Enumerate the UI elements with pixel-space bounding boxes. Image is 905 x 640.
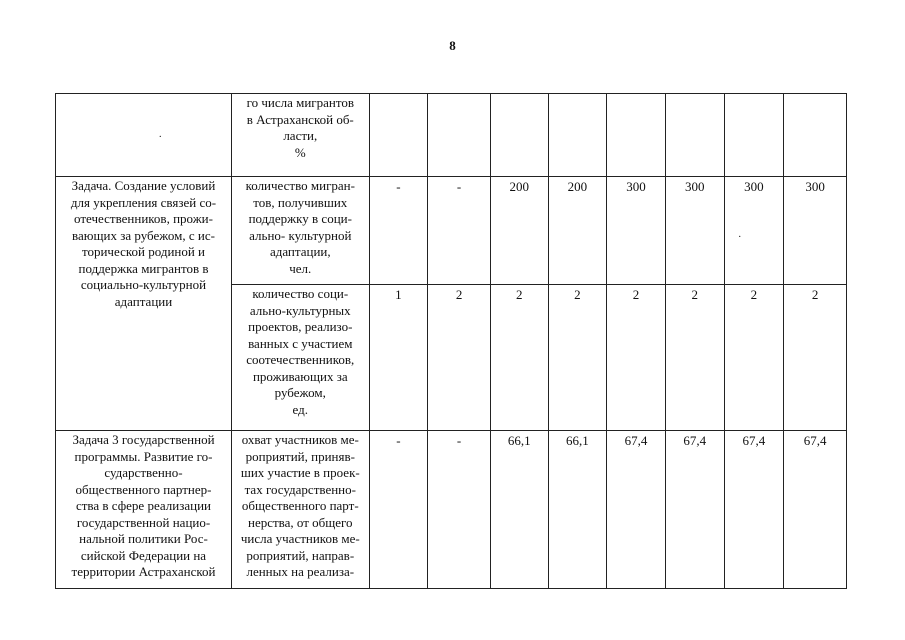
task-line: сударственно- — [104, 465, 183, 480]
value-cell: 67,4 — [607, 431, 666, 589]
indicator-line: количество мигран- — [245, 178, 355, 193]
value-cell: 66,1 — [490, 431, 548, 589]
task-cell — [56, 431, 232, 589]
value-text: 300 — [744, 179, 764, 194]
value-cell: 2 — [607, 285, 666, 431]
value-cell: 300 — [665, 177, 724, 285]
value-cell: - — [428, 177, 491, 285]
value-cell — [548, 94, 607, 177]
indicator-line: го числа мигрантов — [246, 95, 354, 110]
indicator-cell — [232, 285, 370, 431]
indicator-line: ласти, — [283, 128, 318, 143]
indicators-table — [55, 93, 847, 589]
indicator-line: проектов, реализо- — [248, 319, 353, 334]
indicator-cell — [232, 177, 370, 285]
indicator-line: общественного парт- — [241, 498, 359, 513]
indicator-line: ших участие в проек- — [240, 465, 360, 480]
indicator-cell — [232, 431, 370, 589]
task-line: общественного партнер- — [75, 481, 212, 497]
task-line: Задача 3 государственной — [72, 432, 215, 447]
indicator-line: % — [294, 144, 306, 160]
indicator-line: поддержку в соци- — [248, 211, 352, 226]
value-cell — [665, 94, 724, 177]
task-line: ства в сфере реализации — [75, 498, 211, 513]
task-cell — [56, 94, 232, 177]
task-line: торической родиной и — [81, 244, 206, 259]
task-line: государственной нацио- — [76, 514, 211, 530]
value-cell — [369, 94, 428, 177]
indicator-line: тов, получивших — [253, 194, 348, 210]
indicator-line: проживающих за — [252, 368, 348, 384]
page-number: 8 — [449, 38, 456, 53]
indicator-line: соотечественников, — [246, 352, 355, 367]
value-cell: 2 — [548, 285, 607, 431]
task-line: Задача. Создание условий — [71, 178, 216, 193]
indicator-line: рубежом, — [274, 385, 326, 400]
value-cell: 300 — [784, 177, 847, 285]
task-cell — [56, 177, 232, 431]
indicator-line: числа участников ме- — [240, 531, 360, 546]
value-cell: 2 — [784, 285, 847, 431]
task-line: отечественников, прожи- — [74, 211, 213, 226]
task-line: адаптации — [114, 293, 173, 309]
value-cell: 1 — [369, 285, 428, 431]
value-cell: - — [369, 431, 428, 589]
value-cell: 2 — [665, 285, 724, 431]
dot-mark: . — [159, 129, 162, 140]
indicator-line: ально- культурной — [249, 227, 352, 243]
table-row — [56, 177, 847, 285]
value-cell: 200 — [548, 177, 607, 285]
indicator-line: тах государственно- — [244, 481, 356, 497]
value-cell: - — [428, 431, 491, 589]
task-line: поддержка мигрантов в — [78, 260, 209, 276]
value-cell: 2 — [724, 285, 784, 431]
value-cell — [490, 94, 548, 177]
indicator-line: ленных на реализа- — [246, 564, 355, 579]
indicator-line: ед. — [292, 401, 309, 417]
value-cell: 67,4 — [784, 431, 847, 589]
value-cell: 67,4 — [665, 431, 724, 589]
value-cell — [607, 94, 666, 177]
value-cell: 2 — [428, 285, 491, 431]
value-cell — [784, 94, 847, 177]
value-cell: 66,1 — [548, 431, 607, 589]
table-row — [56, 94, 847, 177]
indicator-line: адаптации, — [269, 244, 331, 259]
value-cell: 200 — [490, 177, 548, 285]
dot-mark: . — [738, 229, 742, 240]
indicator-line: роприятий, приняв- — [245, 448, 355, 464]
indicator-line: чел. — [289, 260, 312, 276]
task-line: нальной политики Рос- — [79, 531, 208, 546]
indicator-cell — [232, 94, 370, 177]
task-line: программы. Развитие го- — [74, 448, 213, 464]
value-cell — [724, 177, 784, 285]
value-cell: 2 — [490, 285, 548, 431]
task-line: вающих за рубежом, с ис- — [72, 227, 215, 243]
value-cell: 300 — [607, 177, 666, 285]
indicator-line: в Астраханской об- — [246, 111, 354, 127]
value-cell — [428, 94, 491, 177]
indicator-line: количество соци- — [252, 286, 349, 301]
table-row — [56, 431, 847, 589]
value-cell: 67,4 — [724, 431, 784, 589]
indicator-line: ально-культурных — [249, 302, 351, 318]
task-line: сийской Федерации на — [80, 547, 207, 563]
value-cell — [724, 94, 784, 177]
task-line: социально-культурной — [80, 277, 207, 292]
task-line: территории Астраханской — [71, 564, 216, 579]
task-line: для укрепления связей со- — [70, 194, 217, 210]
indicator-line: нерства, от общего — [247, 514, 353, 530]
indicator-line: роприятий, направ- — [246, 547, 355, 563]
indicator-line: ванных с участием — [248, 335, 353, 351]
value-cell: - — [369, 177, 428, 285]
indicator-line: охват участников ме- — [241, 432, 359, 447]
